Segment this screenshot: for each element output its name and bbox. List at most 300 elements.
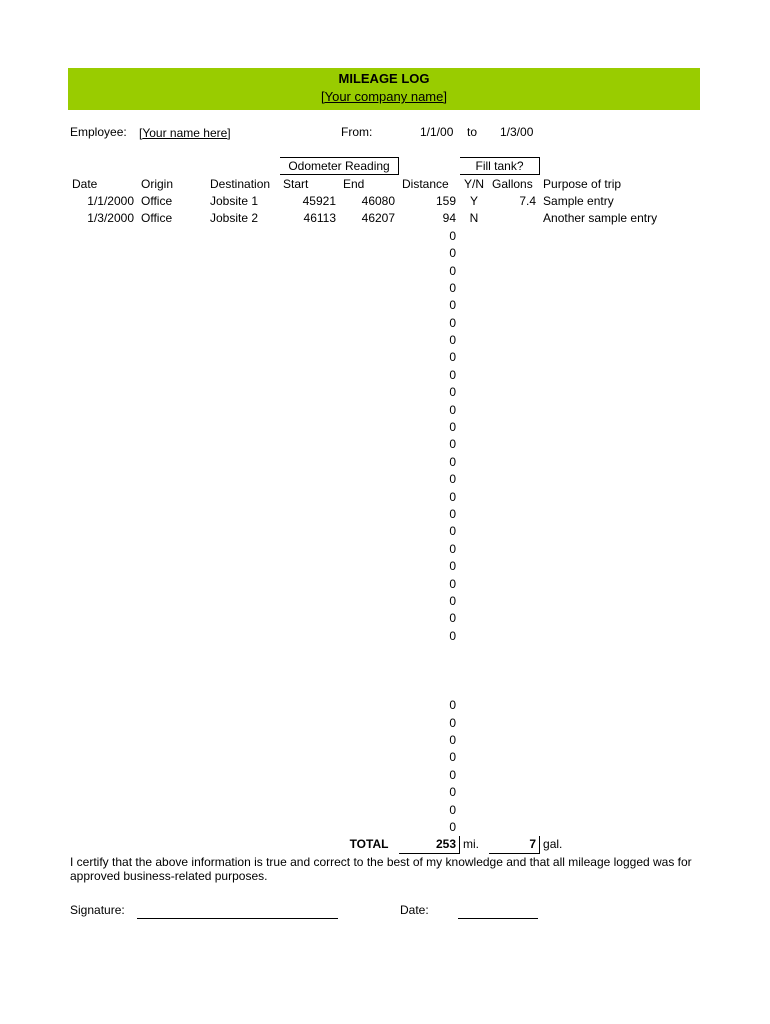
cell-date[interactable] [69, 227, 138, 244]
cell-origin[interactable] [138, 401, 207, 418]
cell-gallons[interactable] [489, 366, 540, 383]
cell-odometer-end[interactable] [340, 627, 399, 644]
cell-purpose[interactable] [540, 436, 701, 453]
cell-purpose[interactable] [540, 714, 701, 731]
cell-odometer-start[interactable] [280, 244, 340, 261]
cell-fill-yn[interactable]: Y [470, 193, 479, 208]
cell-date[interactable] [69, 297, 138, 314]
cell-gallons[interactable] [489, 523, 540, 540]
cell-purpose[interactable] [540, 279, 701, 296]
cell-odometer-end[interactable] [340, 401, 399, 418]
cell-fill-yn[interactable] [460, 505, 489, 522]
cell-purpose[interactable] [540, 523, 701, 540]
cell-fill-yn[interactable] [460, 331, 489, 348]
cell-origin[interactable] [138, 818, 207, 835]
cell-odometer-start[interactable] [280, 227, 340, 244]
cell-destination[interactable] [207, 453, 280, 470]
cell-date[interactable] [69, 453, 138, 470]
cell-origin[interactable] [138, 697, 207, 714]
cell-odometer-end[interactable] [340, 418, 399, 435]
cell-odometer-start[interactable] [280, 784, 340, 801]
cell-odometer-end[interactable] [340, 436, 399, 453]
cell-destination[interactable] [207, 488, 280, 505]
cell-date[interactable] [69, 679, 138, 696]
cell-gallons[interactable] [489, 453, 540, 470]
cell-fill-yn[interactable] [460, 731, 489, 748]
cell-gallons[interactable] [489, 297, 540, 314]
cell-date[interactable] [69, 401, 138, 418]
cell-gallons[interactable] [489, 331, 540, 348]
cell-date[interactable] [69, 488, 138, 505]
cell-odometer-start[interactable] [280, 766, 340, 783]
cell-odometer-start[interactable] [280, 418, 340, 435]
cell-fill-yn[interactable] [460, 540, 489, 557]
cell-gallons[interactable] [489, 401, 540, 418]
cell-destination[interactable] [207, 540, 280, 557]
cell-odometer-start[interactable] [280, 818, 340, 835]
cell-date[interactable] [69, 627, 138, 644]
cell-purpose[interactable] [540, 349, 701, 366]
cell-odometer-start[interactable] [280, 471, 340, 488]
cell-date[interactable] [69, 349, 138, 366]
cell-odometer-end[interactable]: 46080 [361, 193, 396, 208]
cell-odometer-start[interactable] [280, 523, 340, 540]
cell-odometer-end[interactable] [340, 662, 399, 679]
employee-name-field[interactable] [139, 126, 231, 140]
cell-gallons[interactable] [489, 210, 540, 227]
cell-odometer-start[interactable] [280, 331, 340, 348]
cell-origin[interactable] [138, 471, 207, 488]
cell-date[interactable] [69, 697, 138, 714]
cell-destination[interactable] [207, 662, 280, 679]
cell-destination[interactable] [207, 349, 280, 366]
cell-gallons[interactable] [489, 697, 540, 714]
cell-gallons[interactable] [489, 418, 540, 435]
cell-fill-yn[interactable] [460, 262, 489, 279]
cell-origin[interactable] [138, 349, 207, 366]
cell-destination[interactable] [207, 366, 280, 383]
cell-odometer-end[interactable] [340, 227, 399, 244]
cell-destination[interactable] [207, 262, 280, 279]
cell-date[interactable] [69, 784, 138, 801]
cell-odometer-end[interactable] [340, 384, 399, 401]
cell-odometer-start[interactable] [280, 662, 340, 679]
cell-odometer-start[interactable] [280, 679, 340, 696]
cell-gallons[interactable] [489, 349, 540, 366]
cell-destination[interactable] [207, 279, 280, 296]
cell-destination[interactable] [207, 679, 280, 696]
cell-odometer-start[interactable] [280, 627, 340, 644]
cell-odometer-start[interactable] [280, 366, 340, 383]
cell-odometer-end[interactable] [340, 366, 399, 383]
cell-fill-yn[interactable] [460, 244, 489, 261]
cell-purpose[interactable] [540, 244, 701, 261]
cell-fill-yn[interactable] [460, 523, 489, 540]
cell-destination[interactable] [207, 766, 280, 783]
cell-date[interactable] [69, 505, 138, 522]
cell-date[interactable] [69, 244, 138, 261]
cell-gallons[interactable] [489, 227, 540, 244]
cell-purpose[interactable] [540, 575, 701, 592]
cell-fill-yn[interactable] [460, 610, 489, 627]
cell-date[interactable] [69, 766, 138, 783]
cell-gallons[interactable] [489, 384, 540, 401]
cell-odometer-start[interactable] [280, 731, 340, 748]
cell-odometer-end[interactable] [340, 766, 399, 783]
cell-fill-yn[interactable] [460, 366, 489, 383]
cell-origin[interactable]: Office [141, 193, 173, 208]
cell-purpose[interactable] [540, 557, 701, 574]
signature-line[interactable] [137, 918, 338, 919]
cell-destination[interactable] [207, 244, 280, 261]
cell-purpose[interactable] [540, 262, 701, 279]
cell-fill-yn[interactable] [460, 401, 489, 418]
cell-fill-yn[interactable] [460, 575, 489, 592]
cell-odometer-end[interactable] [340, 297, 399, 314]
cell-date[interactable] [69, 471, 138, 488]
cell-purpose[interactable] [540, 766, 701, 783]
cell-odometer-start[interactable] [280, 279, 340, 296]
cell-fill-yn[interactable] [460, 592, 489, 609]
cell-destination[interactable] [207, 471, 280, 488]
cell-destination[interactable] [207, 384, 280, 401]
cell-destination[interactable] [207, 731, 280, 748]
cell-fill-yn[interactable]: N [469, 211, 479, 226]
cell-odometer-start[interactable]: 45921 [302, 193, 336, 208]
cell-fill-yn[interactable] [460, 453, 489, 470]
cell-origin[interactable] [138, 592, 207, 609]
cell-origin[interactable] [138, 279, 207, 296]
cell-purpose[interactable] [540, 418, 701, 435]
cell-fill-yn[interactable] [460, 418, 489, 435]
cell-fill-yn[interactable] [460, 749, 489, 766]
cell-gallons[interactable] [489, 592, 540, 609]
cell-date[interactable] [69, 575, 138, 592]
cell-destination[interactable] [207, 505, 280, 522]
cell-purpose[interactable] [540, 644, 701, 661]
cell-odometer-start[interactable] [280, 505, 340, 522]
cell-origin[interactable] [138, 331, 207, 348]
cell-fill-yn[interactable] [460, 644, 489, 661]
cell-gallons[interactable]: 7.4 [519, 193, 537, 208]
cell-origin[interactable] [138, 297, 207, 314]
cell-destination[interactable] [207, 575, 280, 592]
cell-date[interactable] [69, 818, 138, 835]
cell-origin[interactable] [138, 505, 207, 522]
cell-odometer-start[interactable] [280, 453, 340, 470]
cell-date[interactable] [69, 418, 138, 435]
cell-date[interactable] [69, 610, 138, 627]
cell-date[interactable] [69, 262, 138, 279]
cell-destination[interactable] [207, 523, 280, 540]
cell-origin[interactable] [138, 679, 207, 696]
cell-fill-yn[interactable] [460, 766, 489, 783]
cell-gallons[interactable] [489, 575, 540, 592]
company-name[interactable]: [Your company name] [321, 89, 447, 104]
cell-gallons[interactable] [489, 714, 540, 731]
cell-purpose[interactable] [540, 540, 701, 557]
cell-origin[interactable] [138, 453, 207, 470]
cell-destination[interactable] [207, 784, 280, 801]
cell-odometer-start[interactable] [280, 575, 340, 592]
cell-date[interactable] [69, 557, 138, 574]
cell-odometer-start[interactable] [280, 801, 340, 818]
cell-origin[interactable] [138, 366, 207, 383]
cell-odometer-end[interactable]: 46207 [361, 211, 396, 226]
cell-purpose[interactable] [540, 488, 701, 505]
cell-destination[interactable] [207, 818, 280, 835]
to-date[interactable]: 1/3/00 [500, 125, 534, 139]
cell-odometer-end[interactable] [340, 749, 399, 766]
cell-fill-yn[interactable] [460, 801, 489, 818]
cell-purpose[interactable] [540, 592, 701, 609]
cell-origin[interactable] [138, 262, 207, 279]
cell-odometer-end[interactable] [340, 488, 399, 505]
cell-odometer-start[interactable] [280, 540, 340, 557]
cell-odometer-end[interactable] [340, 610, 399, 627]
cell-origin[interactable] [138, 801, 207, 818]
cell-destination[interactable] [207, 749, 280, 766]
cell-fill-yn[interactable] [460, 436, 489, 453]
cell-date[interactable] [69, 731, 138, 748]
cell-odometer-end[interactable] [340, 349, 399, 366]
cell-origin[interactable] [138, 384, 207, 401]
cell-fill-yn[interactable] [460, 662, 489, 679]
cell-destination[interactable] [207, 418, 280, 435]
cell-odometer-start[interactable] [280, 401, 340, 418]
cell-purpose[interactable] [540, 697, 701, 714]
cell-fill-yn[interactable] [460, 227, 489, 244]
cell-date[interactable] [69, 540, 138, 557]
cell-gallons[interactable] [489, 540, 540, 557]
cell-gallons[interactable] [489, 436, 540, 453]
cell-gallons[interactable] [489, 505, 540, 522]
cell-fill-yn[interactable] [460, 784, 489, 801]
cell-odometer-start[interactable] [280, 297, 340, 314]
cell-destination[interactable] [207, 627, 280, 644]
cell-origin[interactable] [138, 731, 207, 748]
cell-gallons[interactable] [489, 679, 540, 696]
cell-fill-yn[interactable] [460, 384, 489, 401]
cell-odometer-start[interactable] [280, 749, 340, 766]
cell-purpose[interactable] [540, 453, 701, 470]
cell-destination[interactable] [207, 714, 280, 731]
cell-date[interactable] [69, 436, 138, 453]
cell-fill-yn[interactable] [460, 818, 489, 835]
cell-gallons[interactable] [489, 784, 540, 801]
cell-fill-yn[interactable] [460, 349, 489, 366]
cell-destination[interactable] [207, 401, 280, 418]
cell-destination[interactable] [207, 592, 280, 609]
cell-fill-yn[interactable] [460, 488, 489, 505]
cell-origin[interactable] [138, 714, 207, 731]
cell-origin[interactable] [138, 436, 207, 453]
cell-odometer-end[interactable] [340, 644, 399, 661]
cell-odometer-end[interactable] [340, 818, 399, 835]
cell-purpose[interactable] [540, 331, 701, 348]
cell-date[interactable] [69, 523, 138, 540]
cell-date[interactable]: 1/1/2000 [87, 193, 134, 208]
cell-origin[interactable] [138, 766, 207, 783]
cell-date[interactable] [69, 384, 138, 401]
cell-destination[interactable] [207, 557, 280, 574]
cell-destination[interactable] [207, 297, 280, 314]
cell-gallons[interactable] [489, 644, 540, 661]
cell-gallons[interactable] [489, 801, 540, 818]
cell-destination[interactable] [207, 331, 280, 348]
cell-fill-yn[interactable] [460, 297, 489, 314]
cell-origin[interactable] [138, 662, 207, 679]
cell-purpose[interactable] [540, 731, 701, 748]
cell-origin[interactable] [138, 227, 207, 244]
cell-odometer-end[interactable] [340, 314, 399, 331]
cell-odometer-start[interactable] [280, 384, 340, 401]
cell-fill-yn[interactable] [460, 314, 489, 331]
cell-gallons[interactable] [489, 244, 540, 261]
cell-gallons[interactable] [489, 279, 540, 296]
cell-origin[interactable] [138, 644, 207, 661]
cell-odometer-start[interactable] [280, 262, 340, 279]
cell-origin[interactable] [138, 523, 207, 540]
cell-date[interactable] [69, 314, 138, 331]
cell-purpose[interactable] [540, 505, 701, 522]
cell-origin[interactable] [138, 784, 207, 801]
cell-origin[interactable] [138, 244, 207, 261]
cell-purpose[interactable] [540, 366, 701, 383]
cell-odometer-start[interactable] [280, 592, 340, 609]
cell-purpose[interactable]: Another sample entry [543, 211, 658, 226]
cell-origin[interactable] [138, 314, 207, 331]
cell-destination[interactable]: Jobsite 1 [210, 193, 259, 208]
cell-date[interactable] [69, 592, 138, 609]
cell-fill-yn[interactable] [460, 679, 489, 696]
cell-odometer-start[interactable] [280, 436, 340, 453]
cell-date[interactable] [69, 644, 138, 661]
cell-destination[interactable] [207, 697, 280, 714]
cell-destination[interactable] [207, 801, 280, 818]
cell-destination[interactable] [207, 314, 280, 331]
date-line[interactable] [458, 918, 538, 919]
cell-odometer-start[interactable] [280, 488, 340, 505]
cell-odometer-end[interactable] [340, 523, 399, 540]
cell-fill-yn[interactable] [460, 697, 489, 714]
cell-odometer-end[interactable] [340, 679, 399, 696]
cell-odometer-end[interactable] [340, 575, 399, 592]
cell-gallons[interactable] [489, 610, 540, 627]
cell-odometer-start[interactable] [280, 644, 340, 661]
cell-odometer-start[interactable] [280, 610, 340, 627]
cell-odometer-start[interactable]: 46113 [303, 211, 336, 226]
cell-fill-yn[interactable] [460, 714, 489, 731]
cell-odometer-end[interactable] [340, 557, 399, 574]
cell-destination[interactable] [207, 227, 280, 244]
cell-gallons[interactable] [489, 749, 540, 766]
cell-purpose[interactable] [540, 314, 701, 331]
cell-origin[interactable] [138, 749, 207, 766]
cell-fill-yn[interactable] [460, 627, 489, 644]
cell-purpose[interactable] [540, 297, 701, 314]
cell-odometer-start[interactable] [280, 349, 340, 366]
cell-date[interactable] [69, 801, 138, 818]
cell-purpose[interactable] [540, 401, 701, 418]
cell-purpose[interactable] [540, 384, 701, 401]
cell-purpose[interactable] [540, 801, 701, 818]
cell-odometer-end[interactable] [340, 592, 399, 609]
cell-purpose[interactable] [540, 679, 701, 696]
cell-origin[interactable] [138, 610, 207, 627]
cell-purpose[interactable] [540, 627, 701, 644]
cell-odometer-end[interactable] [340, 731, 399, 748]
cell-date[interactable] [69, 749, 138, 766]
cell-odometer-end[interactable] [340, 262, 399, 279]
cell-gallons[interactable] [489, 818, 540, 835]
cell-date[interactable] [69, 279, 138, 296]
from-date[interactable]: 1/1/00 [420, 125, 454, 139]
cell-purpose[interactable] [540, 784, 701, 801]
cell-odometer-end[interactable] [340, 279, 399, 296]
cell-gallons[interactable] [489, 488, 540, 505]
cell-purpose[interactable] [540, 662, 701, 679]
cell-origin[interactable] [138, 418, 207, 435]
cell-gallons[interactable] [489, 262, 540, 279]
cell-gallons[interactable] [489, 766, 540, 783]
cell-gallons[interactable] [489, 314, 540, 331]
cell-date[interactable] [69, 714, 138, 731]
cell-odometer-end[interactable] [340, 244, 399, 261]
cell-origin[interactable] [138, 488, 207, 505]
cell-date[interactable] [69, 366, 138, 383]
cell-odometer-end[interactable] [340, 505, 399, 522]
cell-destination[interactable] [207, 644, 280, 661]
cell-destination[interactable]: Jobsite 2 [210, 211, 259, 226]
cell-purpose[interactable] [540, 610, 701, 627]
cell-destination[interactable] [207, 610, 280, 627]
cell-gallons[interactable] [489, 662, 540, 679]
cell-date[interactable] [69, 662, 138, 679]
cell-origin[interactable] [138, 540, 207, 557]
cell-odometer-start[interactable] [280, 697, 340, 714]
cell-gallons[interactable] [489, 627, 540, 644]
cell-origin[interactable] [138, 627, 207, 644]
cell-origin[interactable]: Office [141, 211, 173, 226]
cell-odometer-end[interactable] [340, 801, 399, 818]
cell-date[interactable] [69, 331, 138, 348]
cell-gallons[interactable] [489, 471, 540, 488]
cell-gallons[interactable] [489, 557, 540, 574]
cell-fill-yn[interactable] [460, 557, 489, 574]
cell-odometer-end[interactable] [340, 697, 399, 714]
cell-odometer-start[interactable] [280, 714, 340, 731]
cell-date[interactable]: 1/3/2000 [87, 211, 134, 226]
cell-odometer-end[interactable] [340, 471, 399, 488]
cell-odometer-end[interactable] [340, 453, 399, 470]
cell-fill-yn[interactable] [460, 279, 489, 296]
cell-gallons[interactable] [489, 731, 540, 748]
cell-odometer-start[interactable] [280, 557, 340, 574]
cell-odometer-end[interactable] [340, 784, 399, 801]
cell-odometer-end[interactable] [340, 331, 399, 348]
cell-origin[interactable] [138, 575, 207, 592]
cell-odometer-start[interactable] [280, 314, 340, 331]
cell-purpose[interactable] [540, 749, 701, 766]
cell-purpose[interactable]: Sample entry [543, 193, 614, 208]
cell-odometer-end[interactable] [340, 540, 399, 557]
cell-origin[interactable] [138, 557, 207, 574]
cell-purpose[interactable] [540, 818, 701, 835]
cell-purpose[interactable] [540, 227, 701, 244]
cell-destination[interactable] [207, 436, 280, 453]
cell-purpose[interactable] [540, 471, 701, 488]
